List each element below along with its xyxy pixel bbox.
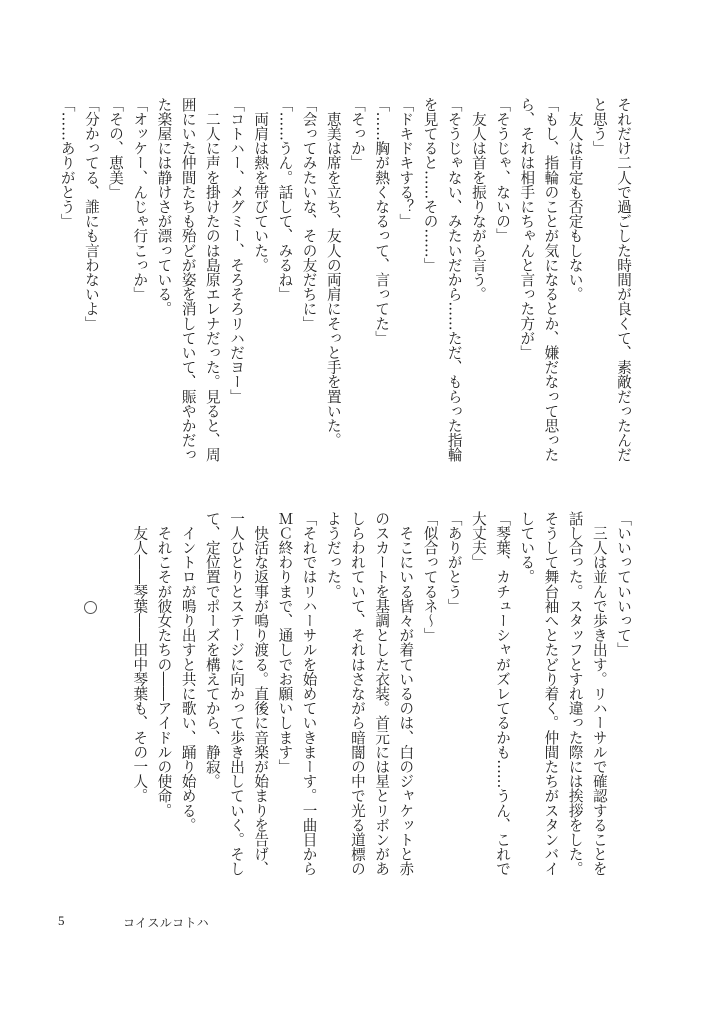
text-column: 「そっか」 <box>348 97 366 170</box>
text-column: 「琴葉、カチューシャがズレてるかも……うん、これで <box>494 511 512 876</box>
text-column: のスカートを基調とした衣装。首元には星とリボンがあ <box>373 511 391 876</box>
text-column: 大丈夫」 <box>469 511 487 570</box>
text-column: 恵美は席を立ち、友人の両肩にそっと手を置いた。 <box>324 97 342 448</box>
text-column: 二人に声を掛けたのは島原エレナだった。見ると、周 <box>203 97 221 462</box>
page-number: 5 <box>58 913 65 928</box>
text-column: 友人は肯定も否定もしない。 <box>566 97 584 302</box>
text-column: 友人は首を振りながら言う。 <box>469 97 487 302</box>
text-column: ようだった。 <box>324 511 342 599</box>
text-column: 「オッケー、んじゃ行こっか」 <box>131 97 149 302</box>
text-column: 「……胸が熱くなるって、言ってた」 <box>373 97 391 346</box>
text-column: と思う」 <box>590 97 608 156</box>
text-column: 「分かってる、誰にも言わないよ」 <box>82 97 100 331</box>
text-column: している。 <box>518 511 536 584</box>
text-column: 一人ひとりとステージに向かって歩き出していく。そし <box>228 511 245 876</box>
text-column: そこにいる皆々が着ているのは、白のジャケットと赤 <box>397 511 415 876</box>
text-column: 快活な返事が鳴り渡る。直後に音楽が始まりを告げ、 <box>252 511 270 876</box>
text-column: 話し合った。スタッフとすれ違った際には挨拶をした。 <box>566 511 584 876</box>
text-column: それだけ二人で過ごした時間が良くて、素敵だったんだ <box>615 97 632 462</box>
text-column: た楽屋には静けさが漂っている。 <box>155 97 173 316</box>
running-title: コイスルコトハ <box>123 916 210 930</box>
bottom-text-block <box>127 511 635 877</box>
text-column: 囲にいた仲間たちも殆どが姿を消していて、賑やかだっ <box>179 97 197 462</box>
text-column: 「ありがとう」 <box>445 511 463 614</box>
text-column: 「ドキドキする？」 <box>397 97 415 229</box>
text-column: しらわれていて、それはさながら暗闇の中で光る道標の <box>348 511 366 876</box>
text-column: 友人――琴葉――田中琴葉も、その一人。 <box>131 511 149 803</box>
text-column: 「会ってみたいな、その友だちに」 <box>300 97 318 331</box>
text-column: 両肩は熱を帯びていた。 <box>252 97 270 273</box>
text-column: ＭＣ終わりまで、通しでお願いします」 <box>276 511 294 774</box>
text-column: それこそが彼女たちの――アイドルの使命。 <box>155 511 173 818</box>
text-column: を見てると……その……」 <box>421 97 439 273</box>
top-text-block <box>55 97 636 463</box>
text-column: 「……うん。話して、みるね」 <box>276 97 294 302</box>
text-column: イントロが鳴り出すと共に歌い、踊り始める。 <box>179 511 197 833</box>
text-column: 「コトハー、メグミー、そろそろリハだヨー」 <box>228 97 245 404</box>
text-column: そうして舞台袖へとたどり着く。仲間たちがスタンバイ <box>542 511 560 876</box>
text-column: 「そうじゃない、みたいだから……ただ、もらった指輪 <box>445 97 463 462</box>
text-column: 「それではリハーサルを始めていきまーす。一曲目から <box>300 511 318 876</box>
text-column: 「もし、指輪のことが気になるとか、嫌だなって思った <box>542 97 560 462</box>
section-break-circle-icon <box>84 601 97 614</box>
text-column: 「……ありがとう」 <box>58 97 76 229</box>
text-column: て、定位置でポーズを構えてから、静寂。 <box>203 511 221 789</box>
text-column: ら、それは相手にちゃんと言った方が」 <box>518 97 536 360</box>
text-column: 「その、恵美」 <box>107 97 125 200</box>
text-column: 三人は並んで歩き出す。リハーサルで確認することを <box>590 511 608 876</box>
text-column: 「そうじゃ、ないの」 <box>494 97 512 243</box>
text-column: 「似合ってるネ～」 <box>421 511 439 643</box>
text-column: 「いいっていいって」 <box>615 511 632 657</box>
